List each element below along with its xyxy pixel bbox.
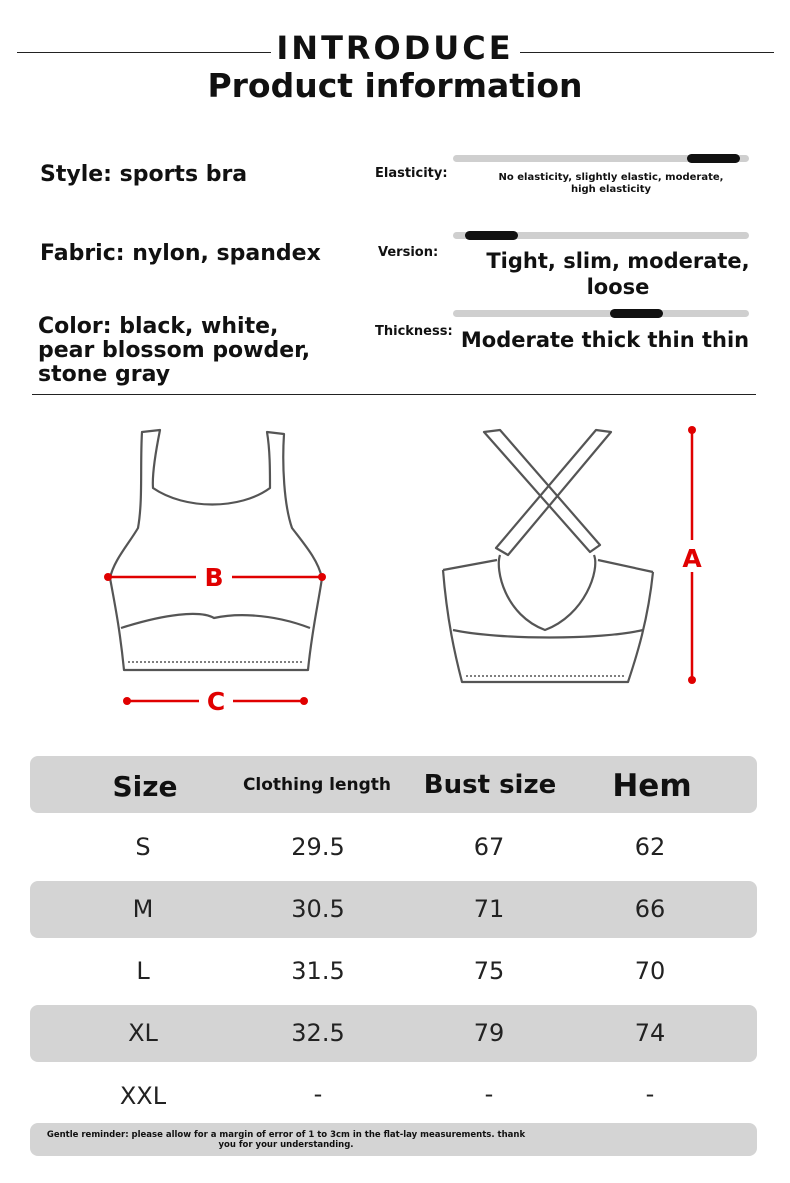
label-b: B <box>204 563 224 592</box>
cell-clothing-length: 31.5 <box>291 957 345 985</box>
meter-fill <box>465 231 518 240</box>
cell-size: M <box>132 895 154 923</box>
meter-label: Elasticity: <box>375 166 448 181</box>
cell-bust-size: - <box>484 1080 494 1108</box>
cell-hem: 66 <box>634 895 666 923</box>
cell-hem: - <box>645 1080 655 1108</box>
header-hem: Hem <box>612 768 692 804</box>
header-clothing-length: Clothing length <box>242 775 392 795</box>
meter-track <box>453 155 749 162</box>
meter-caption: No elasticity, slightly elastic, moderate, high elasticity <box>498 172 724 195</box>
page-title: INTRODUCE <box>276 29 514 67</box>
cell-bust-size: 75 <box>473 957 505 985</box>
label-c: C <box>206 687 226 716</box>
attribute-style: Style: sports bra <box>40 162 248 187</box>
cell-size: S <box>135 833 151 861</box>
reminder-text: Gentle reminder: please allow for a margin of error of 1 to 3cm in the flat-lay measurements. thank you for your understanding. <box>46 1130 526 1150</box>
meter-track <box>453 232 749 239</box>
meter-track <box>453 310 749 317</box>
meter-label: Thickness: <box>375 324 453 339</box>
cell-hem: 70 <box>634 957 666 985</box>
page-subtitle: Product information <box>207 66 583 105</box>
cell-clothing-length: 32.5 <box>291 1019 345 1047</box>
measure-c <box>123 687 308 716</box>
reminder-note <box>30 1123 757 1156</box>
cell-bust-size: 79 <box>473 1019 505 1047</box>
measure-a <box>682 426 702 684</box>
cell-hem: 74 <box>634 1019 666 1047</box>
cell-clothing-length: 29.5 <box>291 833 345 861</box>
meter-fill <box>610 309 663 318</box>
cell-bust-size: 71 <box>473 895 505 923</box>
header-size: Size <box>112 770 178 803</box>
section-divider <box>32 394 756 395</box>
attribute-fabric: Fabric: nylon, spandex <box>40 241 321 266</box>
header-bust-size: Bust size <box>423 770 557 800</box>
meter-caption: Tight, slim, moderate, loose <box>486 249 750 299</box>
cell-bust-size: 67 <box>473 833 505 861</box>
cell-clothing-length: - <box>313 1080 323 1108</box>
meter-caption: Moderate thick thin thin <box>460 328 750 352</box>
cell-size: L <box>136 957 150 985</box>
measure-b <box>104 563 326 592</box>
meter-label: Version: <box>378 245 439 260</box>
cell-clothing-length: 30.5 <box>291 895 345 923</box>
attribute-color: Color: black, white, pear blossom powder, stone gray <box>38 314 311 387</box>
label-a: A <box>682 544 702 573</box>
cell-hem: 62 <box>634 833 666 861</box>
cell-size: XL <box>128 1019 158 1047</box>
garment-diagram <box>0 410 790 730</box>
cell-size: XXL <box>119 1082 167 1110</box>
back-view-drawing <box>443 430 653 682</box>
meter-fill <box>687 154 740 163</box>
front-view-drawing <box>110 430 322 670</box>
